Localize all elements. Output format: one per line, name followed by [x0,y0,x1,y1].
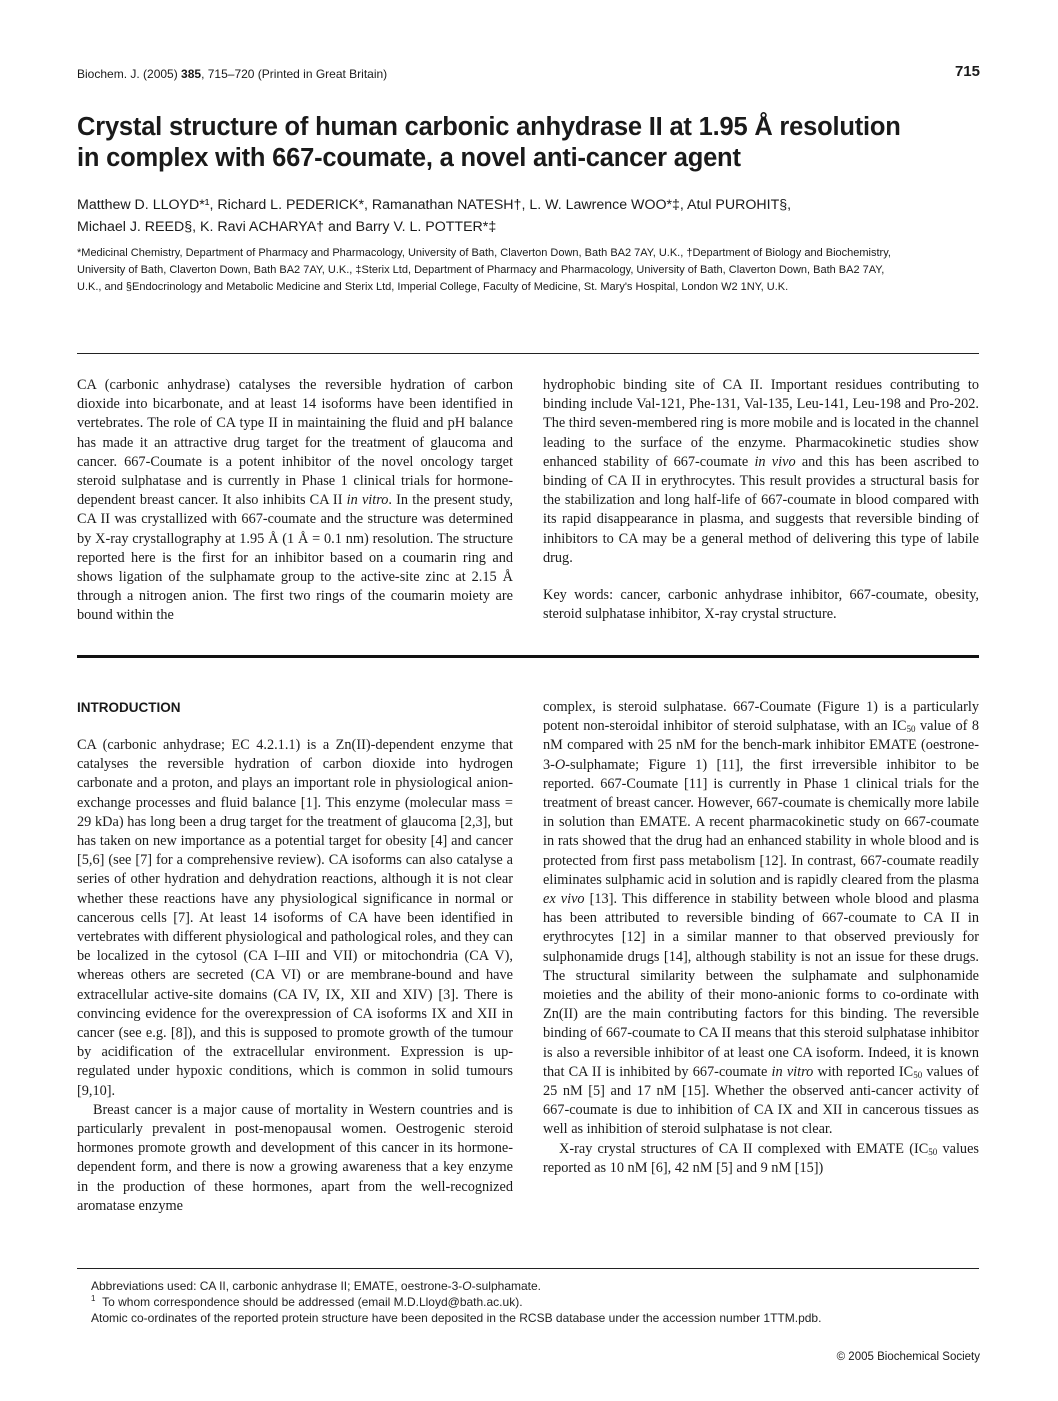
introduction-left-column [77,736,513,1216]
intro-paragraph-3: complex, is steroid sulphatase. 667-Coumate (Figure 1) is a particularly potent non-steroidal inhibitor of steroid sulphatase, with an $IC_{50}$ value of 8 nM compared with 25 nM for the bench-mark inhibitor EMATE (oestrone-3-O-sulphamate; Figure 1) [11], the first irreversible inhibitor to be reported. 667-Coumate [11] is currently in Phase 1 clinical trials for the treatment of breast cancer. However, 667-coumate is chemically more labile in solution than EMATE. A recent pharmacokinetic study on 667-coumate in rats showed that the drug had an enhanced stability in whole blood and is protected from first pass metabolism [12]. In contrast, 667-coumate readily eliminates sulphamic acid in solution and is rapidly cleared from the plasma ex vivo [13]. This difference in stability between whole blood and plasma has been attributed to reversible binding of 667-coumate to CA II in erythrocytes [12] in a similar manner to that observed previously for sulphonamide drugs [14], although stability is not an issue for these drugs. The structural similarity between the sulphamate and sulphonamide moieties and the ability of their mono-anionic forms to co-ordinate with Zn(II) are the main contributing factors for this binding. The reversible binding of 667-coumate to CA II means that this steroid sulphatase inhibitor is also a reversible inhibitor of at least one CA isoform. Indeed, it is known that CA II is inhibited by 667-coumate in vitro with reported $IC_{50}$ values of 25 nM [5] and 17 nM [15]. Whether the observed anti-cancer activity of 667-coumate is due to inhibition of CA IX and XII in cancerous tissues as well as inhibition of steroid sulphatase is not clear. [543,699,979,1138]
abstract-paragraph-1: CA (carbonic anhydrase) catalyses the reversible hydration of carbon dioxide into bicarbonate, and at least 14 isoforms have been identified in vertebrates. The role of CA type II in maintaining the fluid and pH balance has made it an attractive drug target for the treatment of glaucoma and cancer. 667-Coumate is a potent inhibitor of the novel oncology target steroid sulphatase and is currently in Phase 1 clinical trials for hormone-dependent breast cancer. It also inhibits CA II in vitro. In the present study, CA II was crystallized with 667-coumate and the structure was determined by X-ray crystallography at 1.95 Å (1 Å = 0.1 nm) resolution. The structure reported here is the first for an inhibitor based on a coumarin ring and shows ligation of the sulphamate group to the active-site zinc at 2.15 Å through a nitrogen anion. The first two rings of the coumarin moiety are bound within the [77,377,513,624]
footnote-correspondence: $^1$ To whom correspondence should be addressed (email M.D.Lloyd@bath.ac.uk). [91,1294,523,1309]
article-title [77,112,977,174]
footnote-deposition: Atomic co-ordinates of the reported protein structure have been deposited in the RCSB database under the accession number 1TTM.pdb. [91,1311,822,1325]
abstract-bottom-rule [77,655,979,658]
footnote-rule [77,1268,979,1269]
abstract-right-column [543,376,979,624]
footnotes [91,1278,971,1326]
intro-paragraph-4: X-ray crystal structures of CA II complexed with EMATE ($IC_{50}$ values reported as 10 nM [6], 42 nM [5] and 9 nM [15]) [543,1140,979,1176]
affiliation-line-2: University of Bath, Claverton Down, Bath BA2 7AY, U.K., ‡Sterix Ltd, Department of Pharmacy and Pharmacology, University of Bath, Claverton Down, Bath BA2 7AY, [77,264,885,277]
title-line-2: in complex with 667-coumate, a novel anti-cancer agent [77,144,741,172]
introduction-right-column [543,698,979,1178]
abstract-top-rule [77,353,979,354]
copyright-notice: © 2005 Biochemical Society [836,1351,980,1363]
intro-paragraph-1: CA (carbonic anhydrase; EC 4.2.1.1) is a Zn(II)-dependent enzyme that catalyses the reversible hydration of carbon dioxide into hydrogen carbonate and a proton, and plays an important role in physiological anion-exchange processes and fluid balance [1]. This enzyme (molecular mass = 29 kDa) has long been a drug target for the treatment of glaucoma [2,3], but has taken on new importance as a potential target for obesity [4] and cancer [5,6] (see [7] for a comprehensive review). CA isoforms can also catalyse a series of other hydration and dehydration reactions, although it is not clear whether these reactions have any physiological significance in normal or cancerous cells [7]. At least 14 isoforms of CA have been identified in vertebrates with different physiological and pathological roles, and they can be localized in the cytosol (CA I–III and VII) or mitochondria (CA V), whereas others are secreted (CA VI) or are membrane-bound and have extracellular active-site domains (CA IV, IX, XII and XIV) [3]. There is convincing evidence for the overexpression of CA isoforms IX and XII in cancer (see e.g. [8]), and this is supposed to promote growth of the tumour by acidification of the extracellular environment. Expression is up-regulated under hypoxic conditions, which is common in solid tumours [9,10]. [77,737,513,1099]
affiliation-line-1: *Medicinal Chemistry, Department of Pharmacy and Pharmacology, University of Bath, Claverton Down, Bath BA2 7AY, U.K., †Department of Biology and Biochemistry, [77,247,891,259]
section-heading-introduction: INTRODUCTION [77,700,181,715]
footnote-abbreviations: Abbreviations used: CA II, carbonic anhydrase II; EMATE, oestrone-3-O-sulphamate. [91,1279,542,1293]
abstract-paragraph-2: hydrophobic binding site of CA II. Important residues contributing to binding include Val-121, Phe-131, Val-135, Leu-141, Leu-198 and Pro-202. The third seven-membered ring is more mobile and is located in the channel leading to the surface of the enzyme. Pharmacokinetic studies show enhanced stability of 667-coumate in vivo and this has been ascribed to binding of CA II in erythrocytes. This result provides a structural basis for the stabilization and long half-life of 667-coumate in blood compared with its rapid disappearance in plasma, and suggests that reversible binding of inhibitors to CA may be a general method of delivering this type of labile drug. [543,377,979,566]
intro-paragraph-2: Breast cancer is a major cause of mortality in Western countries and is particularly prevalent in post-menopausal women. Oestrogenic steroid hormones promote growth and development of this cancer in its hormone-dependent form, and there is now a growing awareness that a key enzyme in the production of these hormones, apart from the well-recognized aromatase enzyme [77,1101,513,1214]
authors-line-2: Michael J. REED§, K. Ravi ACHARYA† and Barry V. L. POTTER*‡ [77,219,497,235]
keywords: Key words: cancer, carbonic anhydrase inhibitor, 667-coumate, obesity, steroid sulphatase inhibitor, X-ray crystal structure. [543,587,979,623]
page-number: 715 [954,63,980,80]
title-line-1: Crystal structure of human carbonic anhydrase II at 1.95 Å resolution [77,113,901,141]
abstract-left-column [77,376,513,626]
running-head: Biochem. J. (2005) 385, 715–720 (Printed in Great Britain) [77,67,388,81]
authors-line-1: Matthew D. LLOYD*¹, Richard L. PEDERICK*, Ramanathan NATESH†, L. W. Lawrence WOO*‡, Atul PUROHIT§, [77,197,792,213]
affiliation-line-3: U.K., and §Endocrinology and Metabolic Medicine and Sterix Ltd, Imperial College, Faculty of Medicine, St. Mary's Hospital, London W2 1NY, U.K. [77,281,789,294]
affiliations [77,245,982,297]
author-list [77,194,977,238]
